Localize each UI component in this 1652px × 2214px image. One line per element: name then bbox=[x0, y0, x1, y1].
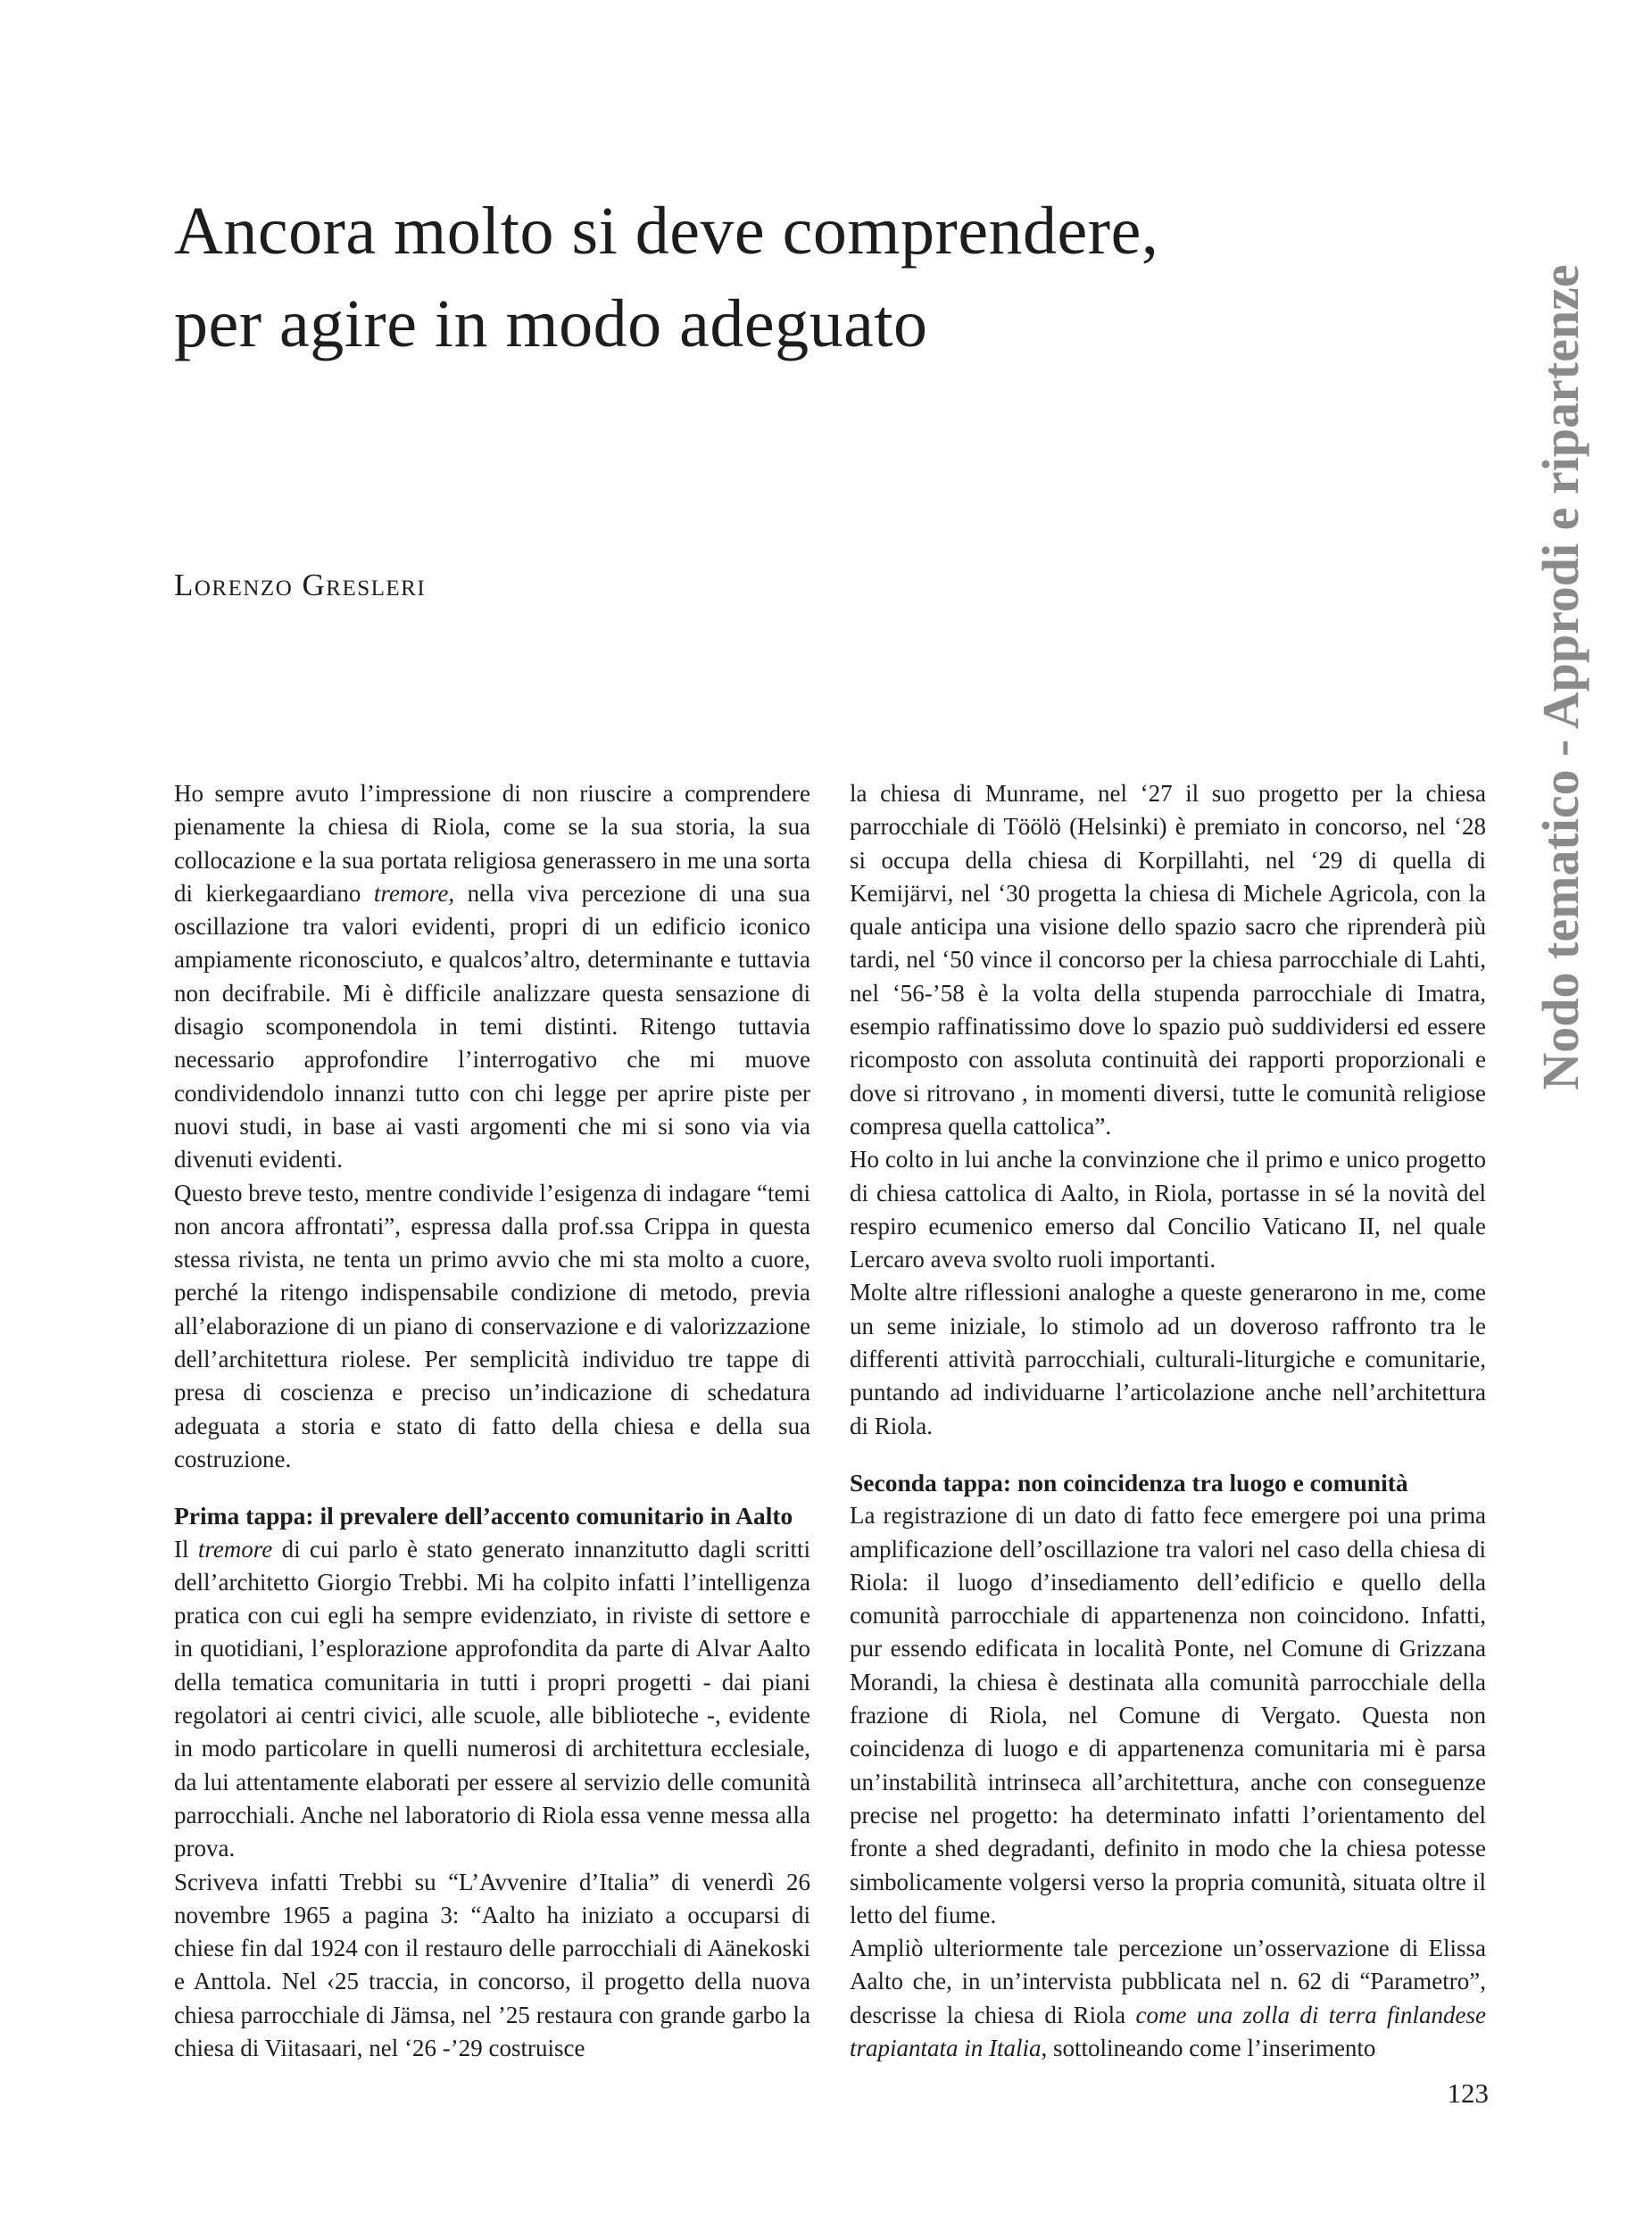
page-title-line-1: Ancora molto si deve comprendere, bbox=[174, 193, 1159, 269]
section-heading: Seconda tappa: non coincidenza tra luogo e comunità bbox=[850, 1468, 1408, 1497]
page-title bbox=[174, 185, 1158, 370]
paragraph: Ampliò ulteriormente tale percezione un’osservazione di Elissa Aalto che, in un’intervista pubblicata nel n. 62 di “Parametro”, descrisse la chiesa di Riola come una zolla di terra finlandese trapiantata in Italia, sottolineando come l’inserimento bbox=[850, 1935, 1486, 2061]
right-column bbox=[850, 777, 1486, 2065]
paragraph: Il tremore di cui parlo è stato generato innanzitutto dagli scritti dell’architetto Giorgio Trebbi. Mi ha colpito infatti l’intelligenza pratica con cui egli ha sempre evidenziato, in riviste di settore e in quotidiani, l’esplorazione approfondita da parte di Alvar Aalto della tematica comunitaria in tutti i propri progetti - dai piani regolatori ai centri civici, alle scuole, alle biblioteche -, evidente in modo particolare in quelli numerosi di architettura ecclesiale, da lui attentamente elaborati per essere al servizio delle comunità parrocchiali. Anche nel laboratorio di Riola essa venne messa alla prova. bbox=[174, 1535, 810, 1862]
paragraph: La registrazione di un dato di fatto fece emergere poi una prima amplificazione dell’oscillazione tra valori nel caso della chiesa di Riola: il luogo d’insediamento dell’edificio e quello della comunità parrocchiale di appartenenza non coincidono. Infatti, pur essendo edificata in località Ponte, nel Comune di Grizzana Morandi, la chiesa è destinata alla comunità parrocchiale della frazione di Riola, nel Comune di Vergato. Questa non coincidenza di luogo e di appartenenza comunitaria mi è parsa un’instabilità intrinseca all’architettura, anche con conseguenze precise nel progetto: ha determinato infatti l’orientamento del fronte a shed degradanti, definito in modo che la chiesa potesse simbolicamente volgersi verso la propria comunità, situata oltre il letto del fiume. bbox=[850, 1502, 1486, 1928]
paragraph: Scriveva infatti Trebbi su “L’Avvenire d’Italia” di venerdì 26 novembre 1965 a pagina 3: “Aalto ha iniziato a occuparsi di chiese fin dal 1924 con il restauro delle parrocchiali di Aänekoski e Anttola. Nel ‹25 traccia, in concorso, il progetto della nuova chiesa parrocchiale di Jämsa, nel ’25 restaura con grande garbo la chiesa di Viitasaari, nel ‘26 -’29 costruisce bbox=[174, 1868, 810, 2061]
paragraph: Questo breve testo, mentre condivide l’esigenza di indagare “temi non ancora affrontati”, espressa dalla prof.ssa Crippa in questa stessa rivista, ne tenta un primo avvio che mi sta molto a cuore, perché la ritengo indispensabile condizione di metodo, previa all’elaborazione di un piano di conservazione e di valorizzazione dell’architettura riolese. Per semplicità individuo tre tappe di presa di coscienza e preciso un’indicazione di schedatura adeguata a storia e stato di fatto della chiesa e della sua costruzione. bbox=[174, 1179, 810, 1472]
paragraph: Ho sempre avuto l’impressione di non riuscire a comprendere pienamente la chiesa di Riola, come se la sua storia, la sua collocazione e la sua portata religiosa generassero in me una sorta di kierkegaardiano tremore, nella viva percezione di una sua oscillazione tra valori evidenti, propri di un edificio iconico ampiamente riconosciuto, e qualcos’altro, determinante e tuttavia non decifrabile. Mi è difficile analizzare questa sensazione di disagio scomponendola in temi distinti. Ritengo tuttavia necessario approfondire l’interrogativo che mi muove condividendolo innanzi tutto con chi legge per aprire piste per nuovi studi, in base ai vasti argomenti che mi si sono via via divenuti evidenti. bbox=[174, 780, 810, 1173]
paragraph: la chiesa di Munrame, nel ‘27 il suo progetto per la chiesa parrocchiale di Töölö (Helsinki) è premiato in concorso, nel ‘28 si occupa della chiesa di Korpillahti, nel ‘29 di quella di Kemijärvi, nel ‘30 progetta la chiesa di Michele Agricola, con la quale anticipa una visione dello spazio sacro che riprenderà più tardi, nel ‘50 vince il concorso per la chiesa parrocchiale di Lahti, nel ‘56-’58 è la volta della stupenda parrocchiale di Imatra, esempio raffinatissimo dove lo spazio può suddividersi ed essere ricomposto con assoluta continuità dei rapporti proporzionali e dove si ritrovano , in momenti diversi, tutte le comunità religiose compresa quella cattolica”. bbox=[850, 780, 1486, 1140]
paragraph: Molte altre riflessioni analoghe a queste generarono in me, come un seme iniziale, lo stimolo ad un doveroso raffronto tra le differenti attività parrocchiali, culturali-liturgiche e comunitarie, puntando ad individuarne l’articolazione anche nell’architettura di Riola. bbox=[850, 1279, 1486, 1439]
author-name: Lorenzo Gresleri bbox=[174, 568, 427, 602]
page-title-line-2: per agire in modo adeguato bbox=[174, 286, 928, 361]
left-column bbox=[174, 777, 810, 2065]
page-number: 123 bbox=[1447, 2077, 1489, 2109]
section-sidebar-label: Nodo tematico - Approdi e ripartenze bbox=[1532, 264, 1590, 1090]
paragraph: Ho colto in lui anche la convinzione che il primo e unico progetto di chiesa cattolica di Aalto, in Riola, portasse in sé la novità del respiro ecumenico emerso dal Concilio Vaticano II, nel quale Lercaro aveva svolto ruoli importanti. bbox=[850, 1146, 1486, 1273]
section-heading: Prima tappa: il prevalere dell’accento comunitario in Aalto bbox=[174, 1502, 793, 1530]
